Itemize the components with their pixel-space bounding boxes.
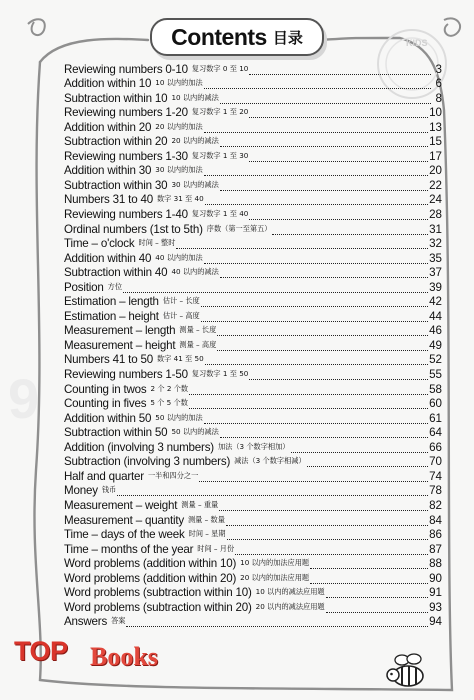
toc-entry-page: 93	[429, 600, 442, 614]
dot-leader	[249, 209, 428, 220]
dot-leader	[189, 398, 428, 409]
dot-leader	[201, 296, 428, 307]
toc-entry-title: Subtraction within 10	[64, 91, 168, 105]
toc-entry-title: Time – o'clock	[64, 237, 135, 251]
dot-leader	[220, 427, 428, 438]
toc-entry	[64, 309, 442, 324]
toc-entry-title: Subtraction within 40	[64, 266, 168, 280]
dot-leader	[220, 93, 431, 104]
toc-entry-title: Numbers 41 to 50	[64, 353, 153, 367]
toc-entry-page: 46	[429, 324, 442, 338]
dot-leader	[217, 340, 428, 351]
toc-entry	[64, 338, 442, 353]
toc-entry-title: Reviewing numbers 0-10	[64, 62, 188, 76]
dot-leader	[219, 500, 428, 511]
toc-entry	[64, 266, 442, 281]
toc-entry-chinese: 复习数字 1 至 30	[191, 150, 249, 160]
dot-leader	[249, 151, 428, 162]
toc-entry-chinese: 时间 – 整时	[138, 238, 176, 248]
toc-entry	[64, 106, 442, 121]
page-title	[150, 18, 324, 56]
toc-entry-page: 86	[429, 528, 442, 542]
toc-entry-page: 28	[429, 208, 442, 222]
toc-entry	[64, 382, 442, 397]
toc-entry-chinese: 数字 41 至 50	[156, 354, 204, 364]
toc-entry	[64, 367, 442, 382]
toc-entry-chinese: 30 以内的加法	[155, 165, 203, 175]
toc-entry-title: Time – months of the year	[64, 542, 194, 556]
dot-leader	[310, 558, 428, 569]
toc-entry-chinese: 40 以内的加法	[155, 252, 203, 262]
toc-entry-title: Half and quarter	[64, 469, 144, 483]
toc-entry-chinese: 一半和四分之一	[147, 470, 199, 480]
toc-entry	[64, 120, 442, 135]
dot-leader	[291, 442, 429, 453]
toc-entry-title: Addition within 40	[64, 251, 152, 265]
toc-entry-chinese: 复习数字 1 至 20	[191, 107, 249, 117]
toc-entry	[64, 149, 442, 164]
toc-entry-page: 44	[429, 309, 442, 323]
dot-leader	[220, 267, 428, 278]
toc-entry-chinese: 减法（3 个数字相减）	[234, 456, 306, 466]
toc-entry-chinese: 测量 – 重量	[181, 499, 219, 509]
toc-entry-page: 8	[435, 91, 442, 105]
toc-entry-title: Word problems (subtraction within 20)	[64, 600, 252, 614]
title-chinese: 目录	[272, 28, 303, 47]
toc-entry-chinese: 答案	[111, 616, 126, 626]
toc-entry-chinese: 序数（第一至第五）	[206, 223, 272, 233]
toc-entry-page: 31	[429, 222, 442, 236]
toc-entry-title: Subtraction within 30	[64, 178, 168, 192]
toc-entry-page: 70	[429, 455, 442, 469]
toc-entry-title: Measurement – weight	[64, 498, 178, 512]
dot-leader	[204, 253, 428, 264]
toc-entry-title: Word problems (subtraction within 10)	[64, 586, 252, 600]
toc-entry-chinese: 5 个 5 个数	[150, 398, 188, 408]
toc-entry-title: Measurement – height	[64, 338, 176, 352]
dot-leader	[204, 78, 431, 89]
toc-entry-page: 91	[429, 586, 442, 600]
toc-entry	[64, 440, 442, 455]
toc-entry-title: Measurement – length	[64, 324, 176, 338]
toc-entry-page: 52	[429, 353, 442, 367]
toc-entry-page: 94	[429, 615, 442, 629]
dot-leader	[217, 325, 428, 336]
toc-entry-page: 15	[429, 135, 442, 149]
topbooks-logo	[14, 636, 192, 680]
toc-entry-page: 13	[429, 120, 442, 134]
toc-entry	[64, 251, 442, 266]
toc-entry-page: 37	[429, 266, 442, 280]
toc-entry-chinese: 时间 – 星期	[188, 529, 226, 539]
toc-entry-title: Addition within 50	[64, 411, 152, 425]
toc-entry-chinese: 40 以内的减法	[171, 267, 219, 277]
toc-entry	[64, 295, 442, 310]
toc-entry-title: Subtraction within 50	[64, 426, 168, 440]
background-number: 9	[8, 367, 40, 430]
badge-text: KIDS	[406, 38, 428, 48]
table-of-contents	[64, 62, 442, 629]
toc-entry-chinese: 10 以内的减法应用题	[255, 587, 325, 597]
toc-entry-page: 6	[435, 77, 442, 91]
dot-leader	[226, 515, 428, 526]
toc-entry-page: 10	[429, 106, 442, 120]
toc-entry-page: 32	[429, 237, 442, 251]
toc-entry-chinese: 数字 31 至 40	[156, 194, 204, 204]
dot-leader	[204, 413, 428, 424]
dot-leader	[205, 194, 428, 205]
dot-leader	[199, 471, 428, 482]
toc-entry-title: Numbers 31 to 40	[64, 193, 153, 207]
dot-leader	[326, 602, 429, 613]
toc-entry-chinese: 测量 – 数量	[187, 514, 225, 524]
toc-entry-chinese: 测量 – 高度	[179, 339, 217, 349]
toc-entry-chinese: 测量 – 长度	[179, 325, 217, 335]
toc-entry	[64, 426, 442, 441]
toc-entry-title: Addition (involving 3 numbers)	[64, 440, 214, 454]
toc-entry	[64, 178, 442, 193]
toc-entry-page: 49	[429, 338, 442, 352]
toc-entry	[64, 193, 442, 208]
toc-entry	[64, 469, 442, 484]
toc-entry-title: Ordinal numbers (1st to 5th)	[64, 222, 203, 236]
toc-entry	[64, 455, 442, 470]
toc-entry	[64, 528, 442, 543]
toc-entry	[64, 615, 442, 630]
dot-leader	[272, 224, 428, 235]
toc-entry-chinese: 钱币	[101, 485, 117, 495]
dot-leader	[310, 573, 428, 584]
toc-entry-chinese: 估计 – 高度	[162, 310, 200, 320]
toc-entry	[64, 397, 442, 412]
toc-entry-chinese: 20 以内的减法应用题	[255, 601, 325, 611]
toc-entry-page: 22	[429, 178, 442, 192]
toc-entry-page: 78	[429, 484, 442, 498]
toc-entry	[64, 207, 442, 222]
toc-entry-title: Subtraction within 20	[64, 135, 168, 149]
toc-entry	[64, 411, 442, 426]
toc-entry	[64, 542, 442, 557]
toc-entry-page: 17	[429, 149, 442, 163]
toc-entry-chinese: 复习数字 1 至 50	[191, 369, 249, 379]
toc-entry-chinese: 复习数字 1 至 40	[191, 209, 249, 219]
toc-entry-page: 3	[435, 62, 442, 76]
toc-entry-title: Word problems (addition within 20)	[64, 571, 237, 585]
toc-entry-title: Addition within 20	[64, 120, 152, 134]
toc-entry	[64, 164, 442, 179]
dot-leader	[201, 311, 428, 322]
toc-entry-title: Reviewing numbers 1-20	[64, 106, 188, 120]
toc-entry-title: Addition within 10	[64, 77, 152, 91]
toc-entry-page: 64	[429, 426, 442, 440]
logo-books: Books	[90, 642, 158, 671]
dot-leader	[235, 544, 428, 555]
toc-entry	[64, 557, 442, 572]
toc-entry-title: Word problems (addition within 10)	[64, 557, 237, 571]
toc-entry-page: 84	[429, 513, 442, 527]
toc-entry	[64, 498, 442, 513]
toc-entry-page: 20	[429, 164, 442, 178]
toc-entry-chinese: 10 以内的减法	[171, 92, 219, 102]
toc-entry-page: 39	[429, 280, 442, 294]
toc-entry-title: Answers	[64, 615, 108, 629]
toc-entry-title: Subtraction (involving 3 numbers)	[64, 455, 231, 469]
toc-entry-page: 55	[429, 368, 442, 382]
toc-entry-chinese: 方位	[107, 281, 123, 291]
toc-entry	[64, 135, 442, 150]
toc-entry-page: 66	[429, 440, 442, 454]
dot-leader	[123, 282, 428, 293]
toc-entry-page: 88	[429, 557, 442, 571]
title-english: Contents	[171, 23, 267, 50]
toc-entry-title: Counting in fives	[64, 397, 147, 411]
dot-leader	[204, 122, 428, 133]
toc-entry-chinese: 复习数字 0 至 10	[191, 63, 249, 73]
toc-entry-page: 87	[429, 542, 442, 556]
toc-entry-title: Reviewing numbers 1-50	[64, 368, 188, 382]
bee-icon	[384, 650, 430, 690]
toc-entry	[64, 280, 442, 295]
toc-entry-title: Measurement – quantity	[64, 513, 184, 527]
toc-entry	[64, 91, 442, 106]
dot-leader	[220, 136, 428, 147]
toc-entry-chinese: 加法（3 个数字相加）	[217, 441, 290, 451]
dot-leader	[326, 587, 429, 598]
toc-entry-page: 82	[429, 498, 442, 512]
toc-entry	[64, 222, 442, 237]
toc-entry-chinese: 估计 – 长度	[162, 296, 200, 306]
toc-entry	[64, 237, 442, 252]
toc-entry-title: Time – days of the week	[64, 528, 185, 542]
toc-entry-title: Reviewing numbers 1-40	[64, 208, 188, 222]
dot-leader	[249, 369, 428, 380]
toc-entry-title: Position	[64, 280, 104, 294]
toc-entry-chinese: 20 以内的减法	[171, 136, 219, 146]
dot-leader	[117, 485, 428, 496]
dot-leader	[205, 354, 428, 365]
toc-entry	[64, 571, 442, 586]
toc-entry-page: 90	[429, 571, 442, 585]
dot-leader	[220, 180, 428, 191]
dot-leader	[126, 616, 428, 627]
toc-entry-title: Estimation – length	[64, 295, 159, 309]
toc-entry-page: 60	[429, 397, 442, 411]
toc-entry-chinese: 20 以内的加法	[155, 121, 203, 131]
dot-leader	[176, 238, 428, 249]
toc-entry-chinese: 30 以内的减法	[171, 179, 219, 189]
toc-entry-page: 61	[429, 411, 442, 425]
toc-entry-page: 42	[429, 295, 442, 309]
toc-entry	[64, 513, 442, 528]
toc-entry	[64, 586, 442, 601]
toc-entry-page: 74	[429, 469, 442, 483]
toc-entry-title: Addition within 30	[64, 164, 152, 178]
toc-entry	[64, 353, 442, 368]
toc-entry	[64, 484, 442, 499]
toc-entry-page: 35	[429, 251, 442, 265]
dot-leader	[249, 64, 431, 75]
toc-entry-title: Money	[64, 484, 98, 498]
toc-entry	[64, 324, 442, 339]
toc-entry-chinese: 时间 – 月份	[197, 543, 235, 553]
dot-leader	[227, 529, 429, 540]
dot-leader	[189, 384, 428, 395]
toc-entry-chinese: 50 以内的减法	[171, 427, 219, 437]
toc-entry-title: Counting in twos	[64, 382, 147, 396]
toc-entry-chinese: 2 个 2 个数	[150, 383, 189, 393]
dot-leader	[204, 165, 428, 176]
toc-entry-page: 58	[429, 382, 442, 396]
logo-top: TOP	[14, 636, 68, 666]
toc-entry-title: Reviewing numbers 1-30	[64, 149, 188, 163]
toc-entry	[64, 600, 442, 615]
toc-entry-page: 24	[429, 193, 442, 207]
toc-entry	[64, 77, 442, 92]
toc-entry-chinese: 20 以内的加法应用题	[240, 572, 310, 582]
toc-entry-chinese: 50 以内的加法	[155, 412, 203, 422]
dot-leader	[249, 107, 428, 118]
dot-leader	[307, 456, 428, 467]
toc-entry-chinese: 10 以内的加法应用题	[240, 558, 310, 568]
toc-entry-title: Estimation – height	[64, 309, 159, 323]
toc-entry	[64, 62, 442, 77]
toc-entry-chinese: 10 以内的加法	[155, 78, 203, 88]
